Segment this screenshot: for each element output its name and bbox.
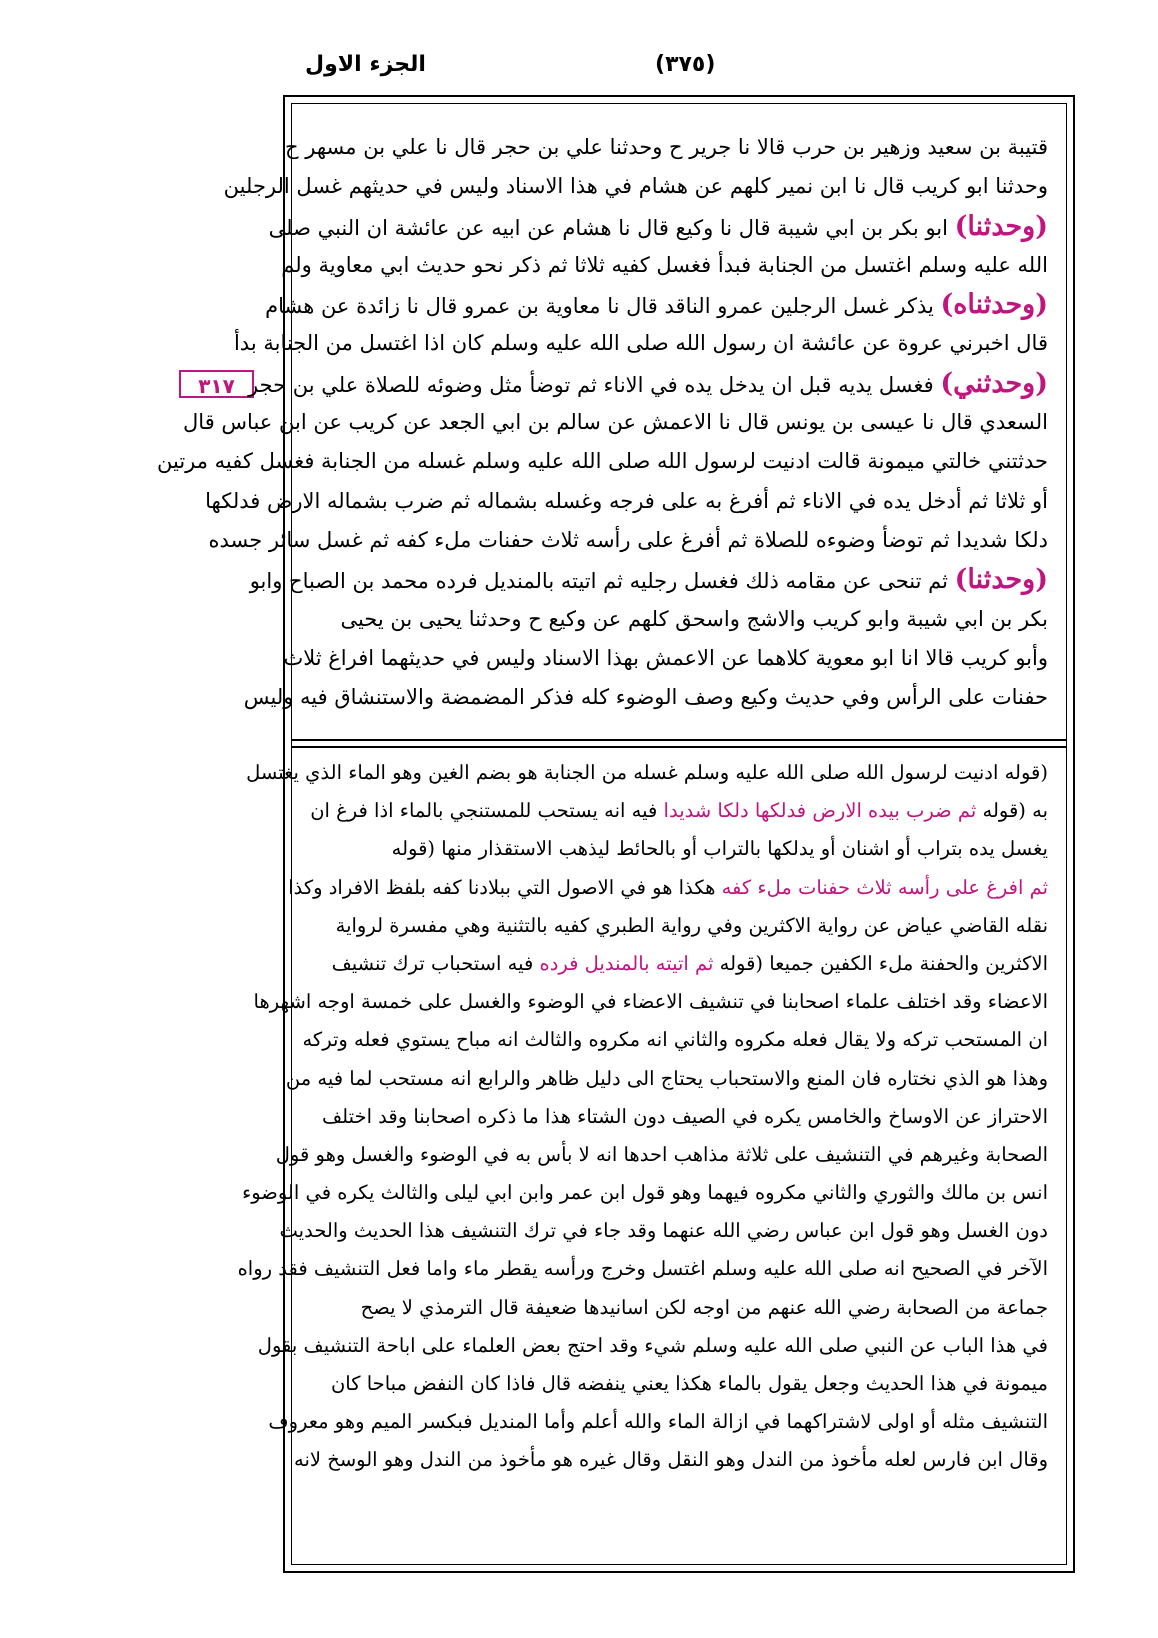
line-text: قتيبة بن سعيد وزهير بن حرب قالا نا جرير ح وحدثنا علي بن حجر قال نا علي بن مسهر ح (285, 135, 1048, 159)
line-text: وقال ابن فارس لعله مأخوذ من الندل وهو النقل وقال غيره هو مأخوذ من الندل وهو الوسخ لانه (294, 1448, 1048, 1472)
hadith-text-line (223, 167, 1048, 206)
line-text: ان المستحب تركه ولا يقال فعله مكروه والثاني انه مكروه والثالث انه مباح يستوي فعله وتركه (302, 1028, 1048, 1052)
line-text: دون الغسل وهو قول ابن عباس رضي الله عنهما وقد جاء في ترك التنشيف هذا الحديث والحديث (279, 1219, 1048, 1243)
line-text: وهذا هو الذي نختاره فان المنع والاستحباب يحتاج الى دليل ظاهر والرابع انه مستحب لما فيه من (285, 1066, 1048, 1090)
commentary-text-line (310, 792, 1048, 830)
line-text: فيه استحباب ترك تنشيف (331, 951, 534, 975)
commentary-text-line (246, 754, 1048, 792)
line-text: علي بن حجر (247, 372, 359, 397)
hadith-text-line (310, 600, 1048, 639)
line-text: التنشيف مثله أو اولى لاشتراكهما في ازالة الماء والله أعلم وأما المنديل فبكسر الميم وهو معروف (268, 1410, 1048, 1434)
hadith-text-line (243, 678, 1048, 717)
chain-marker: (وحدثنا) (954, 564, 1048, 596)
line-text: محمد بن الصباح وابو (249, 569, 429, 594)
line-text: ثم تنحى عن مقامه ذلك فغسل رجليه ثم اتيته بالمنديل فرده (435, 569, 948, 594)
hadith-text-line (157, 442, 1048, 481)
commentary-text-line (257, 1327, 1048, 1365)
hadith-text-line (183, 403, 1048, 442)
line-text: في هذا الباب عن النبي صلى الله عليه وسلم شيء وقد احتج بعض العلماء على اباحة التنشيف بقول (257, 1333, 1048, 1357)
commentary-text-block (237, 754, 1048, 1480)
line-text: جماعة من الصحابة رضي الله عنهم من اوجه لكن اسانيدها ضعيفة قال الترمذي لا يصح (360, 1295, 1048, 1319)
line-text: السعدي قال نا عيسى بن يونس قال نا الاعمش عن سالم بن ابي الجعد عن كريب عن ابن عباس قال (183, 410, 1048, 435)
commentary-text-line (279, 1212, 1048, 1250)
hadith-text-line (285, 128, 1048, 167)
margin-page-marker: ٣١٧ (179, 370, 254, 398)
commentary-text-line (237, 1250, 1048, 1288)
commentary-text-line (242, 1174, 1048, 1212)
page-number: (٣٧٥) (655, 52, 716, 77)
line-text: الصحابة وغيرهم في التنشيف على ثلاثة مذاهب احدها انه لا بأس به في الوضوء والغسل وهو قول (275, 1142, 1048, 1166)
book-part-title: الجزء الاول (305, 52, 426, 77)
section-divider-top (291, 739, 1067, 741)
line-text: عمرو الناقد قال نا معاوية بن عمرو قال نا زائدة عن هشام (265, 294, 764, 319)
commentary-text-line (288, 869, 1048, 907)
commentary-text-line (275, 1136, 1048, 1174)
line-text: ابو بكر بن ابي شيبة قال نا وكيع قال نا هشام عن ابيه عن عائشة ان النبي صلى (268, 215, 948, 240)
line-text: انس بن مالك والثوري والثاني مكروه فيهما وهو قول ابن عمر وابن ابي ليلى والثالث يكره في الوضوء (242, 1181, 1048, 1205)
line-text: وأبو كريب قالا انا ابو معوية كلاهما عن الاعمش بهذا الاسناد وليس في حديثهما افراغ ثلاث (283, 645, 1048, 670)
commentary-text-line (268, 1403, 1048, 1441)
chain-marker: (وحدثني) (940, 367, 1048, 399)
hadith-text-line (268, 207, 1048, 246)
line-text: قال اخبرني عروة عن عائشة ان رسول الله صلى الله عليه وسلم كان اذا اغتسل من الجنابة بدأ (233, 331, 1048, 356)
quoted-matn: ثم افرغ على رأسه ثلاث حفنات ملء كفه (721, 875, 1048, 899)
hadith-text-line (205, 482, 1048, 521)
commentary-text-line (310, 1289, 1048, 1327)
commentary-text-line (310, 1098, 1048, 1136)
line-text: (قوله ادنيت لرسول الله صلى الله عليه وسلم غسله من الجنابة هو بضم الغين وهو الماء الذي يغتسل (246, 761, 1048, 784)
line-text: وحدثنا ابو كريب قال نا ابن نمير كلهم عن هشام في هذا الاسناد وليس في حديثهم غسل الرجلين (223, 174, 1048, 199)
chain-marker: (وحدثنا) (954, 210, 1048, 242)
line-text: به (قوله (982, 799, 1048, 823)
line-text: ميمونة في هذا الحديث وجعل يقول بالماء هكذا يعني ينفضه قال فاذا كان النفض مباحا كان (330, 1372, 1048, 1395)
line-text: الله عليه وسلم اغتسل من الجنابة فبدأ فغسل كفيه ثلاثا ثم ذكر نحو حديث ابي معاوية ولم (281, 252, 1048, 277)
chain-marker: (وحدثناه) (940, 289, 1048, 321)
section-divider-bottom (291, 746, 1067, 748)
commentary-text-line (302, 1021, 1048, 1059)
hadith-text-line (281, 246, 1048, 285)
hadith-text-line (233, 324, 1048, 363)
line-text: حفنات على الرأس وفي حديث وكيع وصف الوضوء كله فذكر المضمضة والاستنشاق فيه وليس (243, 685, 1048, 710)
line-text: الآخر في الصحيح انه صلى الله عليه وسلم اغتسل وخرج ورأسه يقطر ماء واما فعل التنشيف فقد رواه (237, 1257, 1048, 1281)
hadith-text-line (265, 285, 1048, 324)
line-text: فغسل يديه قبل ان يدخل يده في الاناء ثم توضأ مثل وضوئه للصلاة (364, 372, 934, 397)
line-text: الاعضاء وقد اختلف علماء اصحابنا في تنشيف الاعضاء في الوضوء والغسل على خمسة اوجه اشهرها (253, 990, 1048, 1014)
line-text: يغسل يده بتراب أو اشنان أو يدلكها بالتراب أو بالحائط ليذهب الاستقذار منها (قوله (391, 837, 1048, 861)
line-text: دلكا شديدا ثم توضأ وضوءه للصلاة ثم أفرغ على رأسه ثلاث حفنات ملء كفه ثم غسل سائر جسده (208, 527, 1048, 552)
line-text: نقله القاضي عياض عن رواية الاكثرين وفي رواية الطبري كفيه بالتثنية وهي مفسرة لرواية (335, 913, 1048, 937)
line-text: هكذا هو في الاصول التي ببلادنا كفه بلفظ الافراد وكذا (288, 875, 716, 899)
commentary-text-line (294, 1441, 1048, 1479)
line-text: بكر بن ابي شيبة وابو كريب والاشج واسحق كلهم عن وكيع ح وحدثنا يحيى بن يحيى (340, 606, 1048, 631)
commentary-text-line (310, 945, 1048, 983)
commentary-text-line (253, 983, 1048, 1021)
quoted-matn: ثم ضرب بيده الارض فدلكها دلكا شديدا (663, 799, 977, 823)
line-text: حدثتني خالتي ميمونة قالت ادنيت لرسول الله صلى الله عليه وسلم غسله من الجنابة فغسل كفيه مرتين (157, 449, 1048, 474)
line-text: فيه انه يستحب للمستنجي بالماء اذا فرغ ان (310, 799, 658, 823)
hadith-text-line (249, 560, 1048, 599)
line-text: يذكر غسل الرجلين (770, 294, 934, 319)
quoted-matn: ثم اتيته بالمنديل فرده (539, 951, 714, 975)
hadith-text-line (247, 364, 1048, 403)
hadith-text-line (208, 521, 1048, 560)
commentary-text-line (310, 830, 1048, 868)
line-text: الاكثرين والحفنة ملء الكفين جميعا (قوله (719, 951, 1048, 975)
line-text: الاحتراز عن الاوساخ والخامس يكره في الصيف دون الشتاء هذا ما ذكره اصحابنا وقد اختلف (321, 1104, 1048, 1128)
commentary-text-line (310, 1365, 1048, 1403)
commentary-text-line (310, 907, 1048, 945)
commentary-text-line (285, 1060, 1048, 1098)
hadith-text-line (283, 639, 1048, 678)
line-text: أو ثلاثا ثم أدخل يده في الاناء ثم أفرغ به على فرجه وغسله بشماله ثم ضرب بشماله الارض فدلكها (205, 488, 1048, 513)
